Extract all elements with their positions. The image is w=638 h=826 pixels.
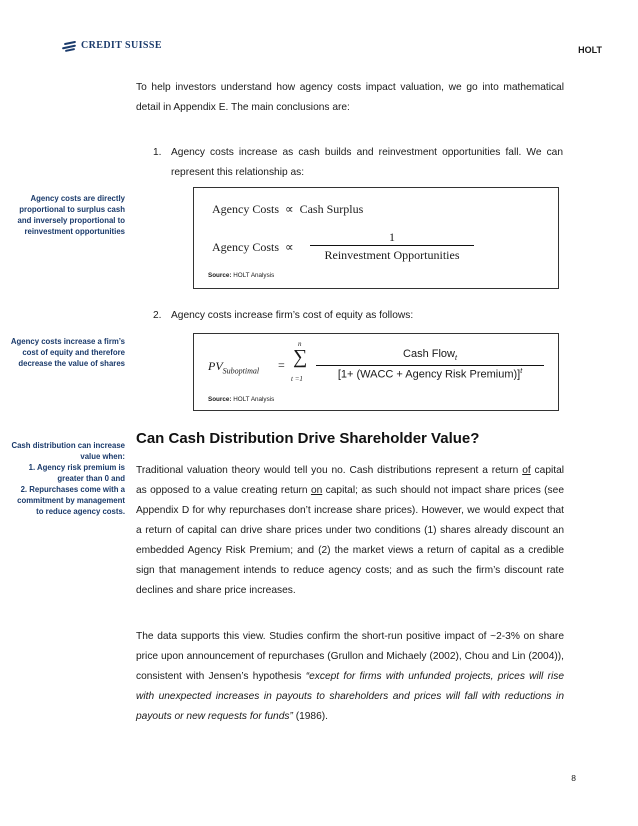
pv-symbol [208,359,259,375]
list-number: 1. [153,147,162,158]
discount-factor: [1+ (WACC + Agency Risk Premium)] [337,368,521,381]
cash-flow-label: Cash Flow [403,348,455,360]
section-heading: Can Cash Distribution Drive Shareholder Value? [136,430,480,447]
pv-numerator [316,348,544,362]
summation-symbol: ∑ [293,346,308,368]
fraction-denominator: Reinvestment Opportunities [324,248,460,262]
source-label: Source: [208,396,232,403]
sail-logo-icon [62,41,78,51]
sidenote-line: Cash distribution can increase value when: [11,441,125,461]
source-note [208,396,274,403]
equation-box-agency-costs [193,187,559,289]
text-run: capital as opposed to a value creating return [136,465,565,496]
eq-term: Agency Costs [212,240,279,254]
sidenote-line: 1. Agency risk premium is greater than 0 and [28,463,125,483]
list-item-2 [153,306,563,326]
credit-suisse-logo [62,40,162,51]
cash-flow-subscript: t [455,355,457,363]
list-text: Agency costs increase firm’s cost of equity as follows: [171,310,414,321]
logo-text: CREDIT SUISSE [81,40,162,51]
sidenote-agency-costs-equity: Agency costs increase a firm’s cost of equity and therefore decrease the value of shares [10,337,125,368]
source-label: Source: [208,272,232,279]
sidenote-agency-costs-proportional: Agency costs are directly proportional to surplus cash and inversely proportional to reinvestment opportunities [17,194,125,236]
paragraph-traditional-valuation [136,461,564,601]
header-label: HOLT [578,45,602,55]
sidenote-cash-distribution [10,440,125,517]
jensen-quote: “except for firms with unfunded projects, prices will rise with unexpected increases in payouts to shareholders and prices will fall with reductions in payouts or new requests for funds” [136,671,564,722]
proportional-symbol: ∝ [285,202,294,216]
sum-upper-limit: n [298,340,302,348]
fraction-numerator: 1 [389,230,395,244]
text-run: Traditional valuation theory would tell you no. Cash distributions represent a return [136,465,523,476]
source-text: HOLT Analysis [233,272,275,279]
eq-term: Cash Surplus [299,202,364,216]
sidenote-line: 2. Repurchases come with a commitment by management to reduce agency costs. [17,485,125,516]
paragraph-data-supports [136,627,564,727]
underlined-word: on [310,485,323,496]
equation-box-pv-suboptimal [193,333,559,411]
pv-denominator [316,368,544,381]
page-number: 8 [571,773,576,783]
pv-label: PV [208,359,223,373]
fraction-bar [310,245,474,246]
fraction-bar [316,365,544,366]
text-run: (1986). [292,711,328,722]
text-run: capital; as such should not impact share prices (see Appendix D for why repurchases don’t increase share prices). However, we would expect that a return of capital can drive share prices under two conditions (1) shares already discount an embedded Agency Risk Premium; and (2) the market views a return of capital as a credible sign that management intends to reduce agency costs; and as such the firm’s discount rate declines and share price increases. [136,485,564,596]
list-number: 2. [153,310,162,321]
text-run: The data supports this view. Studies confirm the short-run positive impact of ~2-3% on share price upon announcement of repurchases (Grullon and Michaely (2002), Chou and Lin (2004)), consistent with Jensen’s hypothesis [136,631,564,682]
proportional-symbol: ∝ [285,240,294,254]
exponent: t [520,368,523,375]
list-text: Agency costs increase as cash builds and reinvestment opportunities fall. We can represent this relationship as: [171,147,563,178]
underlined-word: of [522,465,531,476]
pv-subscript: Suboptimal [222,366,260,376]
list-item-1 [153,143,563,183]
equation-line-2-lhs [212,240,297,255]
source-note [208,272,274,279]
sum-lower-limit: t =1 [291,375,303,383]
equals-sign: = [278,358,285,372]
source-text: HOLT Analysis [233,396,275,403]
intro-paragraph: To help investors understand how agency costs impact valuation, we go into mathematical detail in Appendix E. The main conclusions are: [136,82,564,113]
eq-term: Agency Costs [212,202,279,216]
equation-line-1 [212,202,363,217]
